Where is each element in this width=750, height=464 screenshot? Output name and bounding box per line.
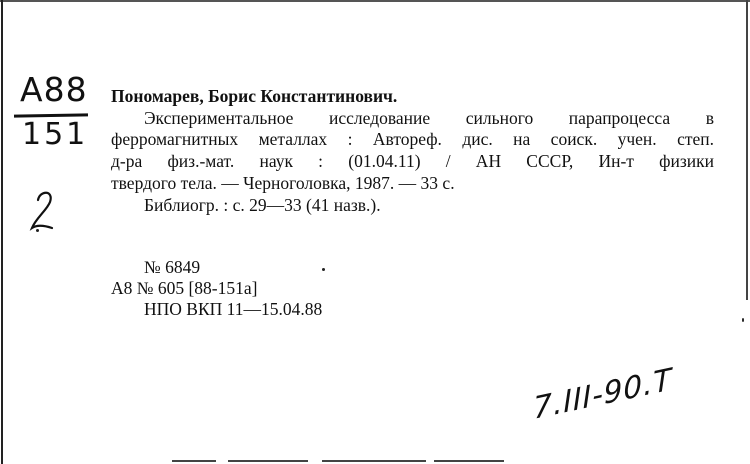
author-heading: Пономарев, Борис Константинович. xyxy=(111,86,398,106)
accession-line xyxy=(111,278,322,299)
bottom-edge-mark xyxy=(434,460,504,462)
description-line: твердого тела. — Черноголовка, 1987. — 33 с. xyxy=(111,172,455,193)
bottom-edge-mark xyxy=(228,460,308,462)
ink-dot xyxy=(322,268,325,271)
description-line: ферромагнитных металлах : Автореф. дис. на соиск. учен. степ. xyxy=(111,129,714,150)
card-right-edge xyxy=(746,0,748,300)
shelfmark-top: А88 xyxy=(20,70,88,109)
accession-number: № 605 [88-151а] xyxy=(136,278,258,298)
record-info xyxy=(111,257,322,320)
description-line: д-ра физ.-мат. наук : (01.04.11) / АН СССР, Ин-т физики xyxy=(111,151,714,172)
shelfmark-bottom: 151 xyxy=(22,117,89,152)
handwritten-date xyxy=(520,361,680,444)
card-number: № 6849 xyxy=(144,257,201,277)
ink-dot xyxy=(742,318,744,322)
issuer-line: НПО ВКП 11—15.04.88 xyxy=(144,299,323,319)
bibliographic-entry xyxy=(111,86,714,216)
description-line: Экспериментальное исследование сильного парапроцесса в xyxy=(144,107,714,128)
card-top-edge xyxy=(0,0,750,2)
card-left-edge xyxy=(1,0,3,464)
ink-dot xyxy=(36,229,39,232)
bibliography-note: Библиогр. : с. 29—33 (41 назв.). xyxy=(144,194,381,215)
handwritten-date-text: 7.III-90.Т xyxy=(532,361,673,427)
bottom-edge-mark xyxy=(172,460,216,462)
bottom-edge-mark xyxy=(322,460,426,462)
accession-prefix: А8 xyxy=(111,278,133,298)
handwritten-mark xyxy=(28,188,58,236)
